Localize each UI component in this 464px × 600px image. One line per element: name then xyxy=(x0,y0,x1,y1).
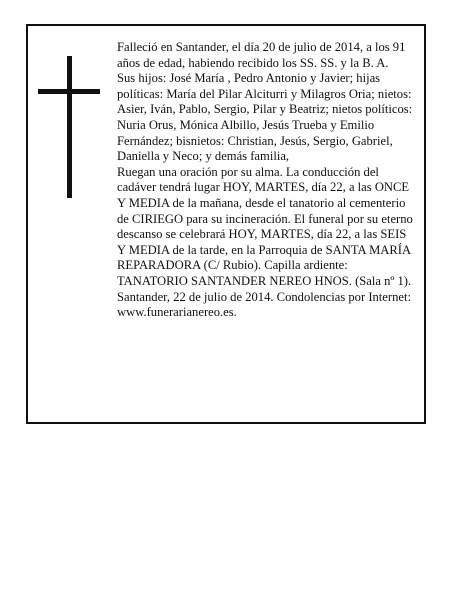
cross-horizontal-bar xyxy=(38,89,100,94)
notice-date-condolences: Santander, 22 de julio de 2014. Condolencias por Internet: www.funerarianereo.es. xyxy=(117,289,411,320)
cross-icon xyxy=(38,56,100,198)
obituary-notice xyxy=(26,24,426,424)
notice-death-statement: Falleció en Santander, el día 20 de julio de 2014, a los 91 años de edad, habiendo recibido los SS. SS. y la B. A. xyxy=(117,40,406,70)
notice-family-list: Sus hijos: José María , Pedro Antonio y Javier; hijas políticas: María del Pilar Alciturri y Milagros Oria; nietos: Asier, Iván, Pablo, Sergio, Pilar y Beatriz; nietos políticos: Nuria Orus, Mónica Albillo, Jesús Trueba y Emilio Fernández; bisnietos: Christian, Jesús, Sergio, Gabriel, Daniella y Neco; y demás familia, xyxy=(117,71,413,164)
cross-vertical-bar xyxy=(67,56,72,198)
notice-service-details: Ruegan una oración por su alma. La conducción del cadáver tendrá lugar HOY, MARTES, día 22, a las ONCE Y MEDIA de la mañana, desde el tanatorio al cementerio de CIRIEGO para su incineración. El funeral por su eterno descanso se celebrará HOY, MARTES, día 22, a las SEIS Y MEDIA de la tarde, en la Parroquia de SANTA MARÍA REPARADORA (C/ Rubio). Capilla ardiente: TANATORIO SANTANDER NEREO HNOS. (Sala nº 1). xyxy=(117,164,413,288)
notice-text xyxy=(117,40,417,321)
